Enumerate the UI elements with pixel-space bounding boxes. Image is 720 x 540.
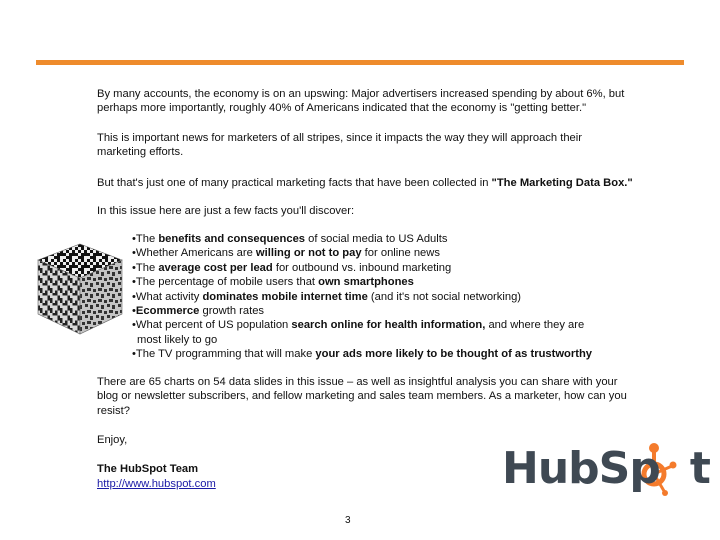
top-orange-rule [36,60,684,65]
fact-bullet-item: •The average cost per lead for outbound vs. inbound marketing [132,261,452,274]
page-number: 3 [345,515,351,526]
facts-bullet-list [132,232,677,362]
fact-bullet-item: •What percent of US population search online for health information, and where they are most likely to go [132,319,585,346]
fact-bullet-item: •The TV programming that will make your ads more likely to be thought of as trustworthy [132,348,593,361]
signature-team: The HubSpot Team [97,463,199,475]
hubspot-logo [500,436,710,502]
issue-intro-paragraph: In this issue here are just a few facts you'll discover: [97,205,355,217]
fact-bullet-item: •Ecommerce growth rates [132,305,265,318]
enjoy-text: Enjoy, [97,434,128,446]
intro-paragraph: By many accounts, the economy is on an upswing: Major advertisers increased spending by about 6%, but perhaps more importantly, roughly 40% of Americans indicated that the economy is "getting better." [97,88,625,115]
facts-paragraph: But that's just one of many practical marketing facts that have been collected in "The Marketing Data Box." [97,177,633,189]
fact-bullet-item: •What activity dominates mobile internet time (and it's not social networking) [132,290,522,303]
charts-paragraph: There are 65 charts on 54 data slides in this issue – as well as insightful analysis you can share with your blog or newsletter subscribers, and fellow marketing and sales team members. As a marketer, how can you resist? [97,376,627,417]
fact-bullet-item: •Whether Americans are willing or not to pay for online news [132,247,440,260]
hubspot-website-link[interactable]: http://www.hubspot.com [97,478,216,490]
importance-paragraph: This is important news for marketers of all stripes, since it impacts the way they will approach their marketing efforts. [97,132,582,159]
qr-cube-icon [30,238,130,338]
hubspot-wordmark: HubSp t [502,443,710,494]
fact-bullet-item: •The benefits and consequences of social media to US Adults [132,233,448,245]
fact-bullet-item: •The percentage of mobile users that own smartphones [132,276,414,289]
